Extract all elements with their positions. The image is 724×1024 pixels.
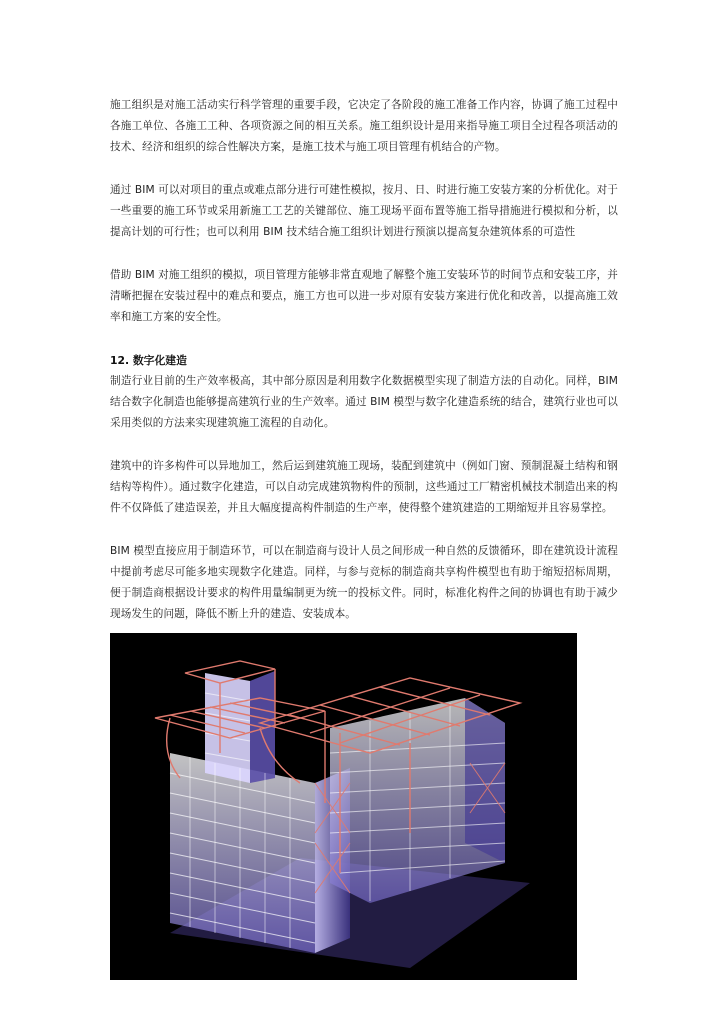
paragraph-bim-management: 借助 BIM 对施工组织的模拟，项目管理方能够非常直观地了解整个施工安装环节的时间节点和安装工序，并清晰把握在安装过程中的难点和要点，施工方也可以进一步对原有安装方案进行优化和改善，以提高施工效率和施工方案的安全性。 xyxy=(110,269,618,323)
section-heading-digital-construction: 12. 数字化建造 xyxy=(110,354,187,367)
bim-building-model-image xyxy=(110,633,577,980)
paragraph-bim-simulation: 通过 BIM 可以对项目的重点或难点部分进行可建性模拟，按月、日、时进行施工安装方案的分析优化。对于一些重要的施工环节或采用新施工工艺的关键部位、施工现场平面布置等施工指导措施进行模拟和分析，以提高计划的可行性；也可以利用 BIM 技术结合施工组织计划进行预演以提高复杂建筑体系的可造性 xyxy=(110,184,618,238)
article-body xyxy=(110,95,618,980)
paragraph-prefabrication: 建筑中的许多构件可以异地加工，然后运到建筑施工现场，装配到建筑中（例如门窗、预制混凝土结构和钢结构等构件）。通过数字化建造，可以自动完成建筑物构件的预制，这些通过工厂精密机械技术制造出来的构件不仅降低了建造误差，并且大幅度提高构件制造的生产率，使得整个建筑建造的工期缩短并且容易掌控。 xyxy=(110,460,618,514)
bim-building-illustration xyxy=(110,633,577,980)
paragraph-bim-fabrication: BIM 模型直接应用于制造环节，可以在制造商与设计人员之间形成一种自然的反馈循环，即在建筑设计流程中提前考虑尽可能多地实现数字化建造。同样，与参与竞标的制造商共享构件模型也有助于缩短招标周期，便于制造商根据设计要求的构件用量编制更为统一的投标文件。同时，标准化构件之间的协调也有助于减少现场发生的问题，降低不断上升的建造、安装成本。 xyxy=(110,545,618,620)
paragraph-digital-manufacturing: 制造行业目前的生产效率极高，其中部分原因是利用数字化数据模型实现了制造方法的自动化。同样，BIM 结合数字化制造也能够提高建筑行业的生产效率。通过 BIM 模型与数字化建造系统的结合，建筑行业也可以采用类似的方法来实现建筑施工流程的自动化。 xyxy=(110,375,618,429)
paragraph-construction-organization: 施工组织是对施工活动实行科学管理的重要手段，它决定了各阶段的施工准备工作内容，协调了施工过程中各施工单位、各施工工种、各项资源之间的相互关系。施工组织设计是用来指导施工项目全过程各项活动的技术、经济和组织的综合性解决方案，是施工技术与施工项目管理有机结合的产物。 xyxy=(110,99,618,153)
